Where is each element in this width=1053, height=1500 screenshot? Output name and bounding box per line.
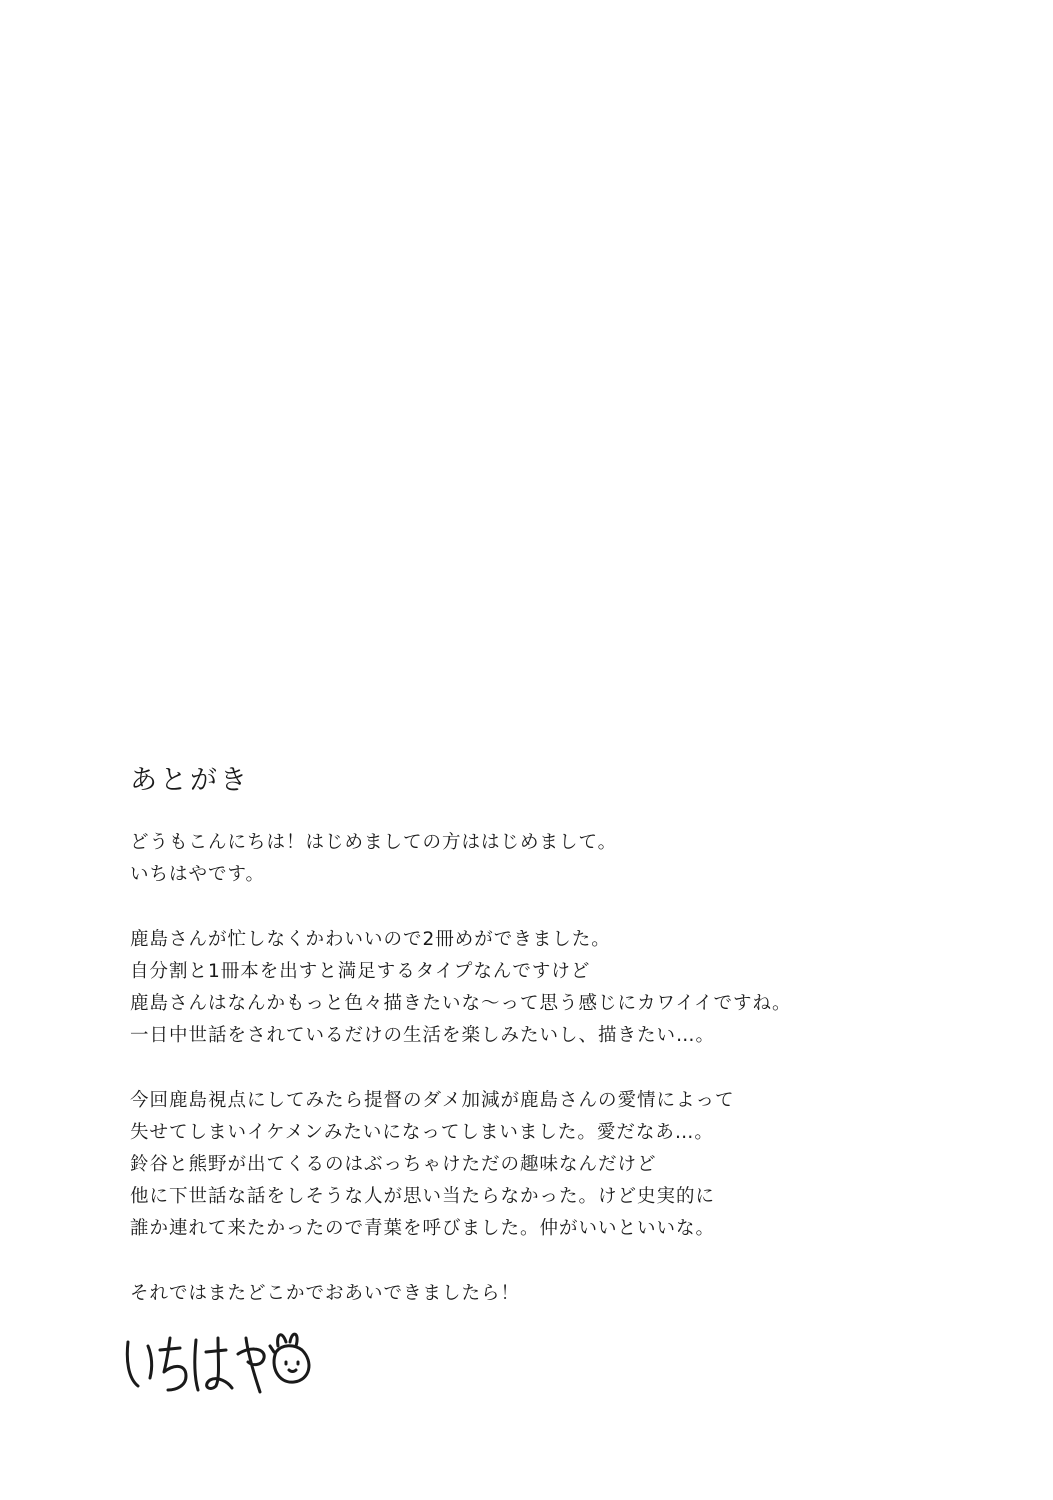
afterword-section bbox=[130, 765, 930, 1343]
paragraph-second-volume bbox=[130, 924, 930, 1052]
text-line: 一日中世話をされているだけの生活を楽しみたいし、描きたい…。 bbox=[130, 1025, 716, 1047]
paragraph-closing bbox=[130, 1278, 930, 1310]
text-line: どうもこんにちは！はじめましての方ははじめまして。 bbox=[130, 832, 618, 854]
paragraph-viewpoint bbox=[130, 1085, 930, 1245]
text-line: それではまたどこかでおあいできましたら！ bbox=[130, 1283, 521, 1305]
text-line: 鹿島さんが忙しなくかわいいので2冊めができました。 bbox=[130, 929, 611, 951]
text-line: 失せてしまいイケメンみたいになってしまいました。愛だなあ…。 bbox=[130, 1122, 714, 1144]
text-line: 鈴谷と熊野が出てくるのはぶっちゃけただの趣味なんだけど bbox=[130, 1154, 657, 1176]
text-line: 他に下世話な話をしそうな人が思い当たらなかった。けど史実的に bbox=[130, 1186, 716, 1208]
text-line: 今回鹿島視点にしてみたら提督のダメ加減が鹿島さんの愛情によって bbox=[130, 1090, 735, 1112]
text-line: 自分割と1冊本を出すと満足するタイプなんですけど bbox=[130, 961, 591, 983]
author-signature bbox=[120, 1320, 320, 1405]
text-line: 鹿島さんはなんかもっと色々描きたいな～って思う感じにカワイイですね。 bbox=[130, 993, 792, 1015]
afterword-title: あとがき bbox=[130, 765, 250, 796]
text-line: いちはやです。 bbox=[130, 864, 266, 886]
paragraph-greeting bbox=[130, 827, 930, 891]
text-line: 誰か連れて来たかったので青葉を呼びました。仲がいいといいな。 bbox=[130, 1218, 716, 1240]
signature-drawing bbox=[120, 1320, 320, 1405]
